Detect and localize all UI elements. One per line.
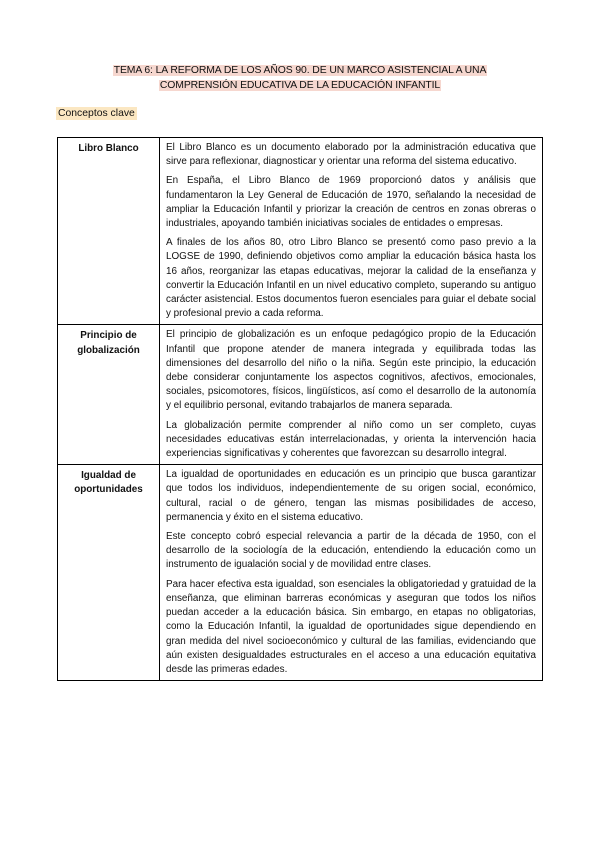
section-heading — [56, 107, 137, 121]
definition-paragraph: La igualdad de oportunidades en educación es un principio que busca garantizar que todos los individuos, independientemente de su origen social, económico, cultural, racial o de género, tengan las mismas posibilidades de acceso, permanencia y éxito en el sistema educativo. — [166, 469, 536, 523]
table-row — [58, 325, 543, 465]
title-line-1: TEMA 6: LA REFORMA DE LOS AÑOS 90. DE UN MARCO ASISTENCIAL A UNA — [113, 65, 487, 76]
table-row — [58, 465, 543, 681]
concepts-table — [57, 137, 543, 681]
definition-cell — [160, 138, 543, 325]
definition-paragraph: El principio de globalización es un enfoque pedagógico propio de la Educación Infantil que propone atender de manera integrada y equilibrada todas las dimensiones del desarrollo del niño o la niña. Según este principio, la educación debe considerar conjuntamente los aspectos cognitivos, afectivos, emocionales, sociales, psicomotores, físicos, lingüísticos, así como el desarrollo de la autonomía y el equilibrio personal, evitando trabajarlos de manera separada. — [166, 329, 536, 412]
definition-paragraph: A finales de los años 80, otro Libro Blanco se presentó como paso previo a la LOGSE de 1990, definiendo objetivos como ampliar la educación básica hasta los 16 años, reorganizar las etapas educativas, mejorar la calidad de la enseñanza y convertir la Educación Infantil en un nivel educativo completo, superando su antiguo carácter asistencial. Estos documentos fueron esenciales para guiar el debate social y profesional previo a cada reforma. — [166, 237, 536, 320]
definition-paragraph: Para hacer efectiva esta igualdad, son esenciales la obligatoriedad y gratuidad de la enseñanza, que eliminan barreras económicas y aseguran que todos los niños puedan acceder a la educación básica. Sin embargo, en etapas no obligatorias, como la Educación Infantil, la igualdad de oportunidades sigue dependiendo en gran medida del nivel socioeconómico y cultural de las familias, evidenciando que aún existen desigualdades estructurales en el acceso a una educación equitativa desde las primeras edades. — [166, 578, 536, 675]
definition-paragraph: La globalización permite comprender al niño como un ser completo, cuyas necesidades educativas están interrelacionadas, y orienta la intervención hacia experiencias significativas y coherentes que favorezcan su desarrollo integral. — [166, 419, 536, 460]
term-cell: Principio de globalización — [58, 325, 160, 465]
section-label: Conceptos clave — [58, 108, 135, 119]
term-cell: Igualdad de oportunidades — [58, 465, 160, 681]
definition-cell — [160, 325, 543, 465]
table-row — [58, 138, 543, 325]
document-title — [60, 63, 540, 93]
definition-cell — [160, 465, 543, 681]
title-line-2: COMPRENSIÓN EDUCATIVA DE LA EDUCACIÓN INFANTIL — [159, 80, 441, 91]
definition-paragraph: En España, el Libro Blanco de 1969 proporcionó datos y análisis que fundamentaron la Ley General de Educación de 1970, señalando la necesidad de ampliar la Educación Infantil y priorizar la creación de centros en zonas obreras o industriales, apoyando también iniciativas sociales de entidades o empresas. — [166, 175, 536, 230]
term-cell: Libro Blanco — [58, 138, 160, 325]
definition-paragraph: El Libro Blanco es un documento elaborado por la administración educativa que sirve para reflexionar, diagnosticar y orientar una reforma del sistema educativo. — [166, 142, 536, 168]
definition-paragraph: Este concepto cobró especial relevancia a partir de la década de 1950, con el desarrollo de la sociología de la educación, entendiendo la educación como un instrumento de igualación social y de movilidad entre clases. — [166, 531, 536, 571]
